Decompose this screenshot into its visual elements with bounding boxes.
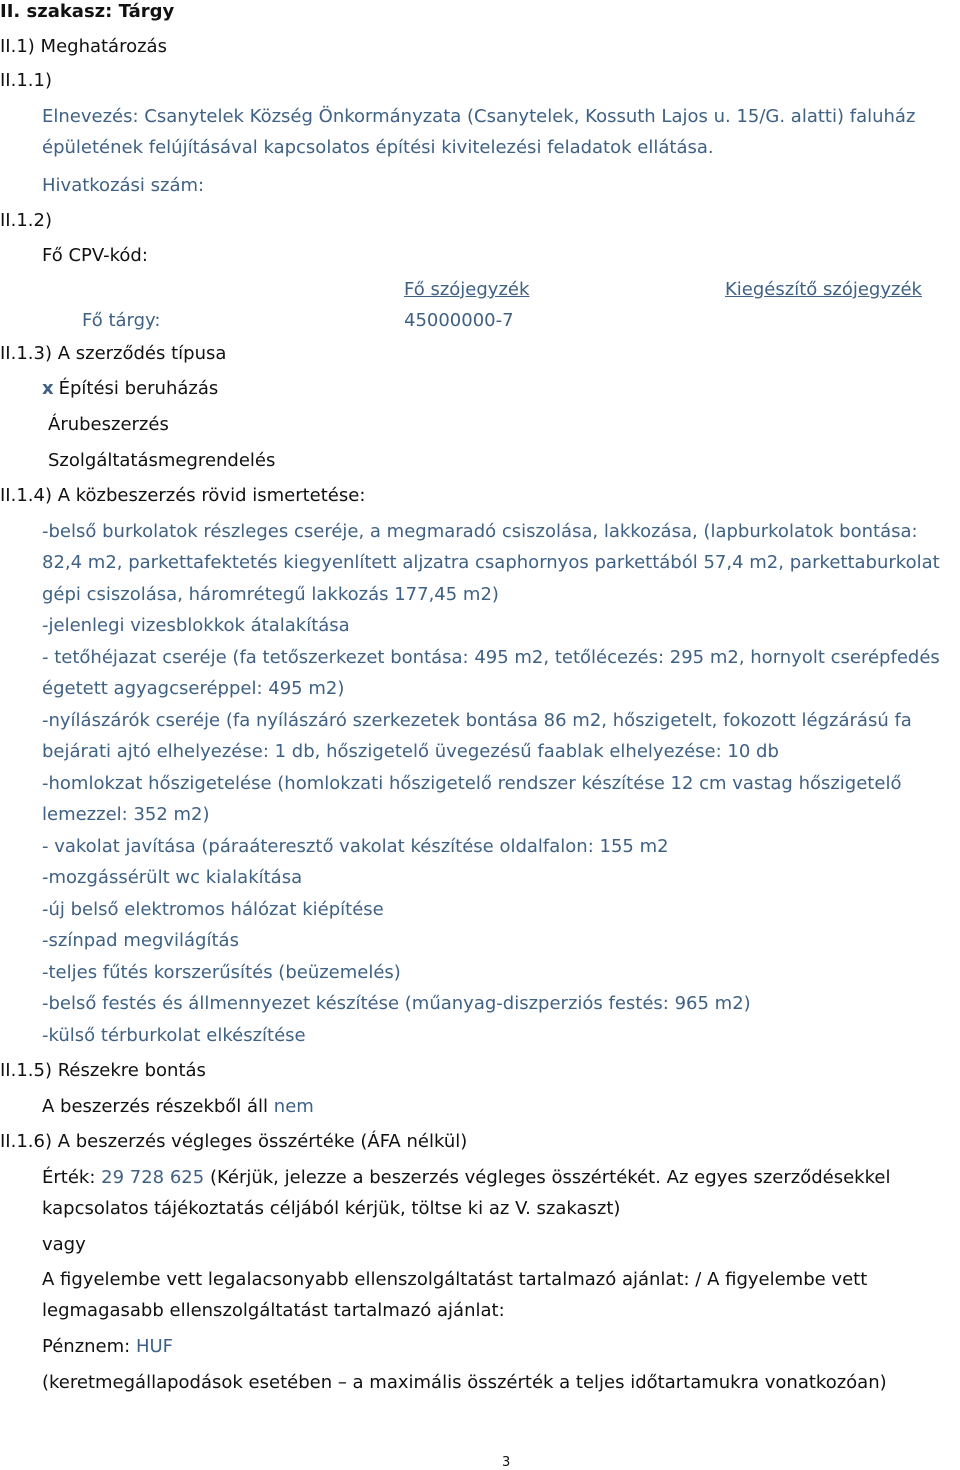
description-line: - vakolat javítása (páraáteresztő vakolat készítése oldalfalon: 155 m2 bbox=[42, 836, 669, 857]
main-subject-label: Fő tárgy: bbox=[82, 310, 161, 331]
parts-value: nem bbox=[273, 1096, 314, 1117]
name-line-2: épületének felújításával kapcsolatos építési kivitelezési feladatok ellátása. bbox=[42, 137, 714, 158]
description-line: -belső burkolatok részleges cseréje, a megmaradó csiszolása, lakkozása, (lapburkolatok bontása: bbox=[42, 521, 918, 542]
contract-type-services bbox=[48, 450, 275, 472]
name-label: Elnevezés: bbox=[42, 106, 139, 127]
contract-type-construction bbox=[42, 378, 218, 400]
offer-line-2: legmagasabb ellenszolgáltatást tartalmazó ajánlat: bbox=[42, 1300, 505, 1321]
value-row bbox=[42, 1167, 890, 1189]
currency-row bbox=[42, 1336, 173, 1358]
contract-type-label: Építési beruházás bbox=[58, 378, 219, 399]
value-amount: 29 728 625 bbox=[101, 1167, 205, 1188]
description-line: -új belső elektromos hálózat kiépítése bbox=[42, 899, 384, 920]
offer-line-1: A figyelembe vett legalacsonyabb ellenszolgáltatást tartalmazó ajánlat: / A figyelembe vett bbox=[42, 1269, 868, 1290]
main-subject-code: 45000000-7 bbox=[404, 310, 514, 331]
cpv-label: Fő CPV-kód: bbox=[42, 245, 148, 266]
contract-type-label: Árubeszerzés bbox=[48, 414, 169, 435]
description-line: -külső térburkolat elkészítése bbox=[42, 1025, 306, 1046]
currency-label: Pénznem: bbox=[42, 1336, 131, 1357]
section-title: II. szakasz: Tárgy bbox=[0, 1, 175, 22]
checked-mark-icon: x bbox=[42, 378, 54, 399]
description-line: -teljes fűtés korszerűsítés (beüzemelés) bbox=[42, 962, 401, 983]
description-line: gépi csiszolása, háromrétegű lakkozás 177,45 m2) bbox=[42, 584, 499, 605]
contract-type-label: Szolgáltatásmegrendelés bbox=[48, 450, 276, 471]
value-note-line-2: kapcsolatos tájékoztatás céljából kérjük, töltse ki az V. szakaszt) bbox=[42, 1198, 621, 1219]
subsection-II-1-5: II.1.5) Részekre bontás bbox=[0, 1060, 206, 1081]
main-vocabulary-header: Fő szójegyzék bbox=[404, 279, 530, 300]
subsection-II-1-6: II.1.6) A beszerzés végleges összértéke (ÁFA nélkül) bbox=[0, 1131, 468, 1152]
description-line: bejárati ajtó elhelyezése: 1 db, hőszigetelő üvegezésű faablak elhelyezése: 10 db bbox=[42, 741, 779, 762]
subsection-II-1-4: II.1.4) A közbeszerzés rövid ismertetése: bbox=[0, 485, 366, 506]
supplementary-vocabulary-header: Kiegészítő szójegyzék bbox=[725, 279, 922, 300]
description-line: -jelenlegi vizesblokkok átalakítása bbox=[42, 615, 350, 636]
description-line: égetett agyagcseréppel: 495 m2) bbox=[42, 678, 345, 699]
framework-note: (keretmegállapodások esetében – a maximális összérték a teljes időtartamukra vonatkozóan) bbox=[42, 1372, 887, 1393]
description-line: -homlokzat hőszigetelése (homlokzati hőszigetelő rendszer készítése 12 cm vastag hőszigetelő bbox=[42, 773, 902, 794]
subsection-II-1: II.1) Meghatározás bbox=[0, 36, 167, 57]
parts-label: A beszerzés részekből áll bbox=[42, 1096, 269, 1117]
description-line: -mozgássérült wc kialakítása bbox=[42, 867, 303, 888]
name-line-1 bbox=[42, 106, 915, 128]
name-value: Csanytelek Község Önkormányzata (Csanytelek, Kossuth Lajos u. 15/G. alatti) faluház bbox=[144, 106, 916, 127]
description-line: 82,4 m2, parkettafektetés kiegyenlített aljzatra csaphornyos parkettából 57,4 m2, parkettaburkolat bbox=[42, 552, 940, 573]
description-line: lemezzel: 352 m2) bbox=[42, 804, 210, 825]
description-line: - tetőhéjazat cseréje (fa tetőszerkezet bontása: 495 m2, tetőlécezés: 295 m2, hornyolt cserépfedés bbox=[42, 647, 940, 668]
parts-row bbox=[42, 1096, 314, 1118]
value-label: Érték: bbox=[42, 1167, 96, 1188]
subsection-II-1-1: II.1.1) bbox=[0, 70, 52, 91]
subsection-II-1-2: II.1.2) bbox=[0, 210, 52, 231]
value-note: (Kérjük, jelezze a beszerzés végleges összértékét. Az egyes szerződésekkel bbox=[209, 1167, 891, 1188]
reference-label: Hivatkozási szám: bbox=[42, 175, 205, 196]
page-number: 3 bbox=[502, 1455, 511, 1470]
description-line: -nyílászárók cseréje (fa nyílászáró szerkezetek bontása 86 m2, hőszigetelt, fokozott légzárású fa bbox=[42, 710, 912, 731]
subsection-II-1-3: II.1.3) A szerződés típusa bbox=[0, 343, 227, 364]
description-line: -színpad megvilágítás bbox=[42, 930, 239, 951]
currency-value: HUF bbox=[135, 1336, 174, 1357]
or-text: vagy bbox=[42, 1234, 86, 1255]
description-line: -belső festés és állmennyezet készítése (műanyag-diszperziós festés: 965 m2) bbox=[42, 993, 751, 1014]
contract-type-supplies bbox=[48, 414, 169, 436]
